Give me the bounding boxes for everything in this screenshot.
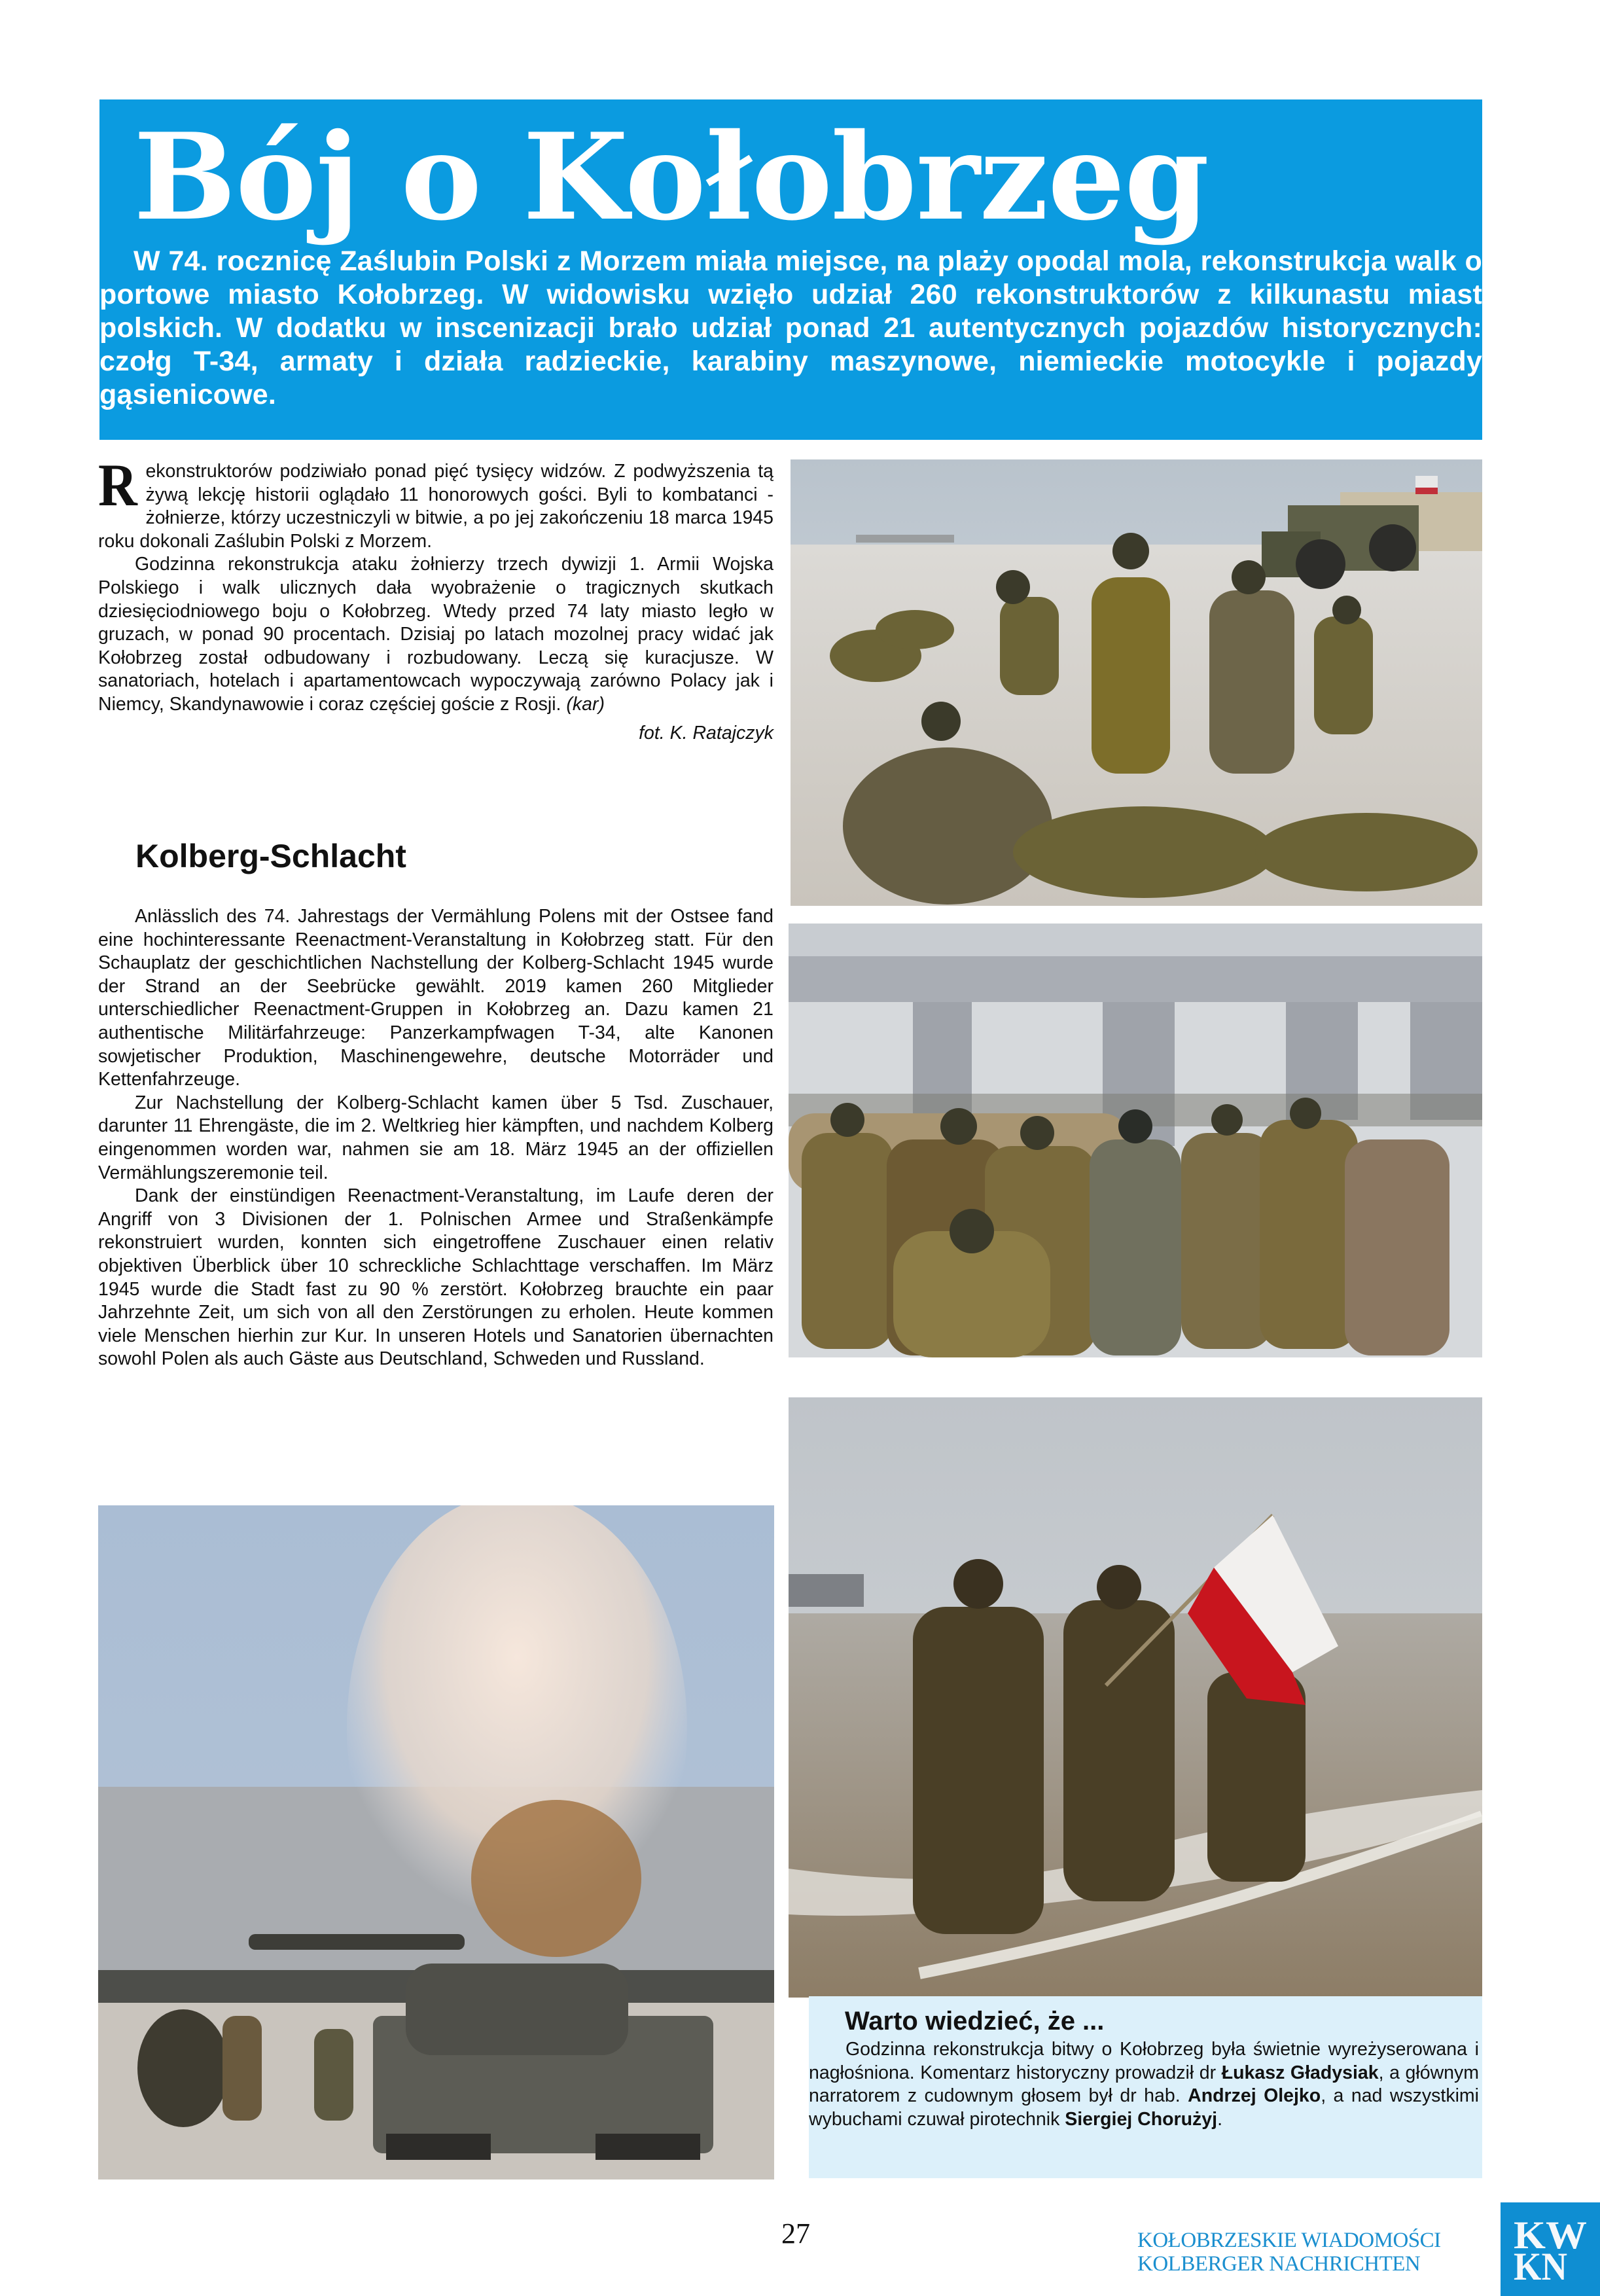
photo-icon [98,1505,774,2179]
german-article-body [98,905,773,1371]
svg-text:KN: KN [1514,2245,1567,2288]
info-text: , a głównym narratorem z cudownym głosem był dr hab. [809,2062,1480,2107]
masthead-german: KOLBERGER NACHRICHTEN [1137,2252,1421,2276]
paragraph: Anlässlich des 74. Jahrestags der Vermählung Polens mit der Ostsee fand eine hochinteressante Reenactment-Veranstaltung in Kołobrzeg statt. Für den Schauplatz der geschichtlichen Nachstellung der Kolberg-Schlacht 1945 wurde der Strand an der Seebrücke gewählt. 2019 kamen 260 Mitglieder unterschiedlicher Reenactment-Gruppen in Kołobrzeg an. Dazu kamen 21 authentische Militärfahrzeuge: Panzerkampfwagen T-34, alte Kanonen sowjetischer Produktion, Maschinengewehre, deutsche Motorräder und Kettenfahrzeuge. [98,906,773,1090]
photo-icon [789,924,1482,1357]
info-box-body [809,2038,1479,2131]
publication-logo [1501,2202,1600,2296]
person-name: Łukasz Gładysiak [1221,2062,1379,2083]
paragraph-text: Godzinna rekonstrukcja ataku żołnierzy trzech dywizji 1. Armii Wojska Polskiego i walk ulicznych dała wyobrażenie o tragicznych skutkach dziesięciodniowego boju o Kołobrzeg. Wtedy przed 74 laty miasto legło w gruzach, w ponad 90 procentach. Dzisiaj po latach mozolnej pracy widać jak Kołobrzeg został odbudowany i rozbudowany. Leczą się kuracjusze. W sanatoriach, hotelach i apartamentowcach wypoczywają zarówno Polacy jak i Niemcy, Skandynawowie i coraz częściej goście z Rosji. [98,554,773,715]
paragraph: Zur Nachstellung der Kolberg-Schlacht kamen über 5 Tsd. Zuschauer, darunter 11 Ehrengäste, die im 2. Weltkrieg hier kämpften, und nachdem Kolberg eingenommen worden war, nahmen sie am 18. März 1945 an der offiziellen Vermählungszeremonie teil. [98,1092,773,1183]
lead-text: W 74. rocznicę Zaślubin Polski z Morzem miała miejsce, na plaży opodal mola, rekonstrukcja walk o portowe miasto Kołobrzeg. W widowisku wzięło udział 260 rekonstruktorów z kilkunastu miast polskich. W dodatku w inscenizacji brało udział ponad 21 autentycznych pojazdów historycznych: czołg T-34, armaty i działa radzieckie, karabiny maszynowe, niemieckie motocykle i pojazdy gąsienicowe. [99,245,1482,410]
author-signature: (kar) [566,693,605,715]
person-name: Andrzej Olejko [1188,2085,1321,2107]
paragraph-text: ekonstruktorów podziwiało ponad pięć tysięcy widzów. Z podwyższenia tą żywą lekcję historii oglądało 11 honorowych gości. Byli to kombatanci - żołnierze, którzy uczestniczyli w bitwie, a po jej zakończeniu 18 marca 1945 roku dokonali Zaślubin Polski z Morzem. [98,461,773,552]
photo-icon [791,459,1482,906]
article-header [99,99,1482,440]
photo-credit: fot. K. Ratajczyk [639,722,773,744]
photo-tank-explosion [98,1505,774,2179]
article-lead [99,245,1482,412]
info-box-paragraph [809,2038,1479,2131]
info-text: . [1217,2108,1222,2130]
info-box-title: Warto wiedzieć, że ... [845,2007,1105,2036]
page-number: 27 [781,2217,810,2250]
svg-text:KW: KW [1514,2214,1587,2257]
drop-cap: R [98,452,137,518]
info-text: Godzinna rekonstrukcja bitwy o Kołobrzeg była świetnie wyreżyserowana i nagłośniona. Komentarz historyczny prowadził dr [809,2039,1479,2083]
german-article-heading: Kolberg-Schlacht [135,838,406,874]
person-name: Siergiej Chorużyj [1065,2108,1218,2130]
polish-article-body [98,452,773,745]
masthead [1137,2229,1478,2276]
paragraph [98,452,773,553]
masthead-polish: KOŁOBRZESKIE WIADOMOŚCI [1137,2229,1441,2252]
paragraph: Dank der einstündigen Reenactment-Veranstaltung, im Laufe deren der Angriff von 3 Divisionen der 1. Polnischen Armee und Straßenkämpfe rekonstruiert wurden, konnten sich eingetroffene Zuschauer einen relativ objektiven Überblick über 10 schreckliche Schlachttage verschaffen. Im März 1945 wurde die Stadt fast zu 90 % zerstört. Kołobrzeg brauchte ein paar Jahrzehnte Zeit, um sich von all den Zerstörungen zu erholen. Heute kommen viele Menschen hierhin zur Kur. In unseren Hotels und Sanatorien übernachten sowohl Polen als auch Gäste aus Deutschland, Schweden und Russland. [98,1185,773,1370]
info-box [809,1996,1482,2178]
info-text: , a nad wszystkimi wybuchami czuwał pirotechnik [809,2085,1480,2130]
photo-soldiers-with-flag [789,1397,1482,1998]
photo-icon [789,1397,1482,1998]
kwkn-logo-icon [1501,2202,1600,2296]
photo-soldiers-charging [791,459,1482,906]
photo-soldiers-near-pier [789,924,1482,1357]
paragraph [98,553,773,716]
article-title: Bój o Kołobrzeg [133,107,1209,247]
